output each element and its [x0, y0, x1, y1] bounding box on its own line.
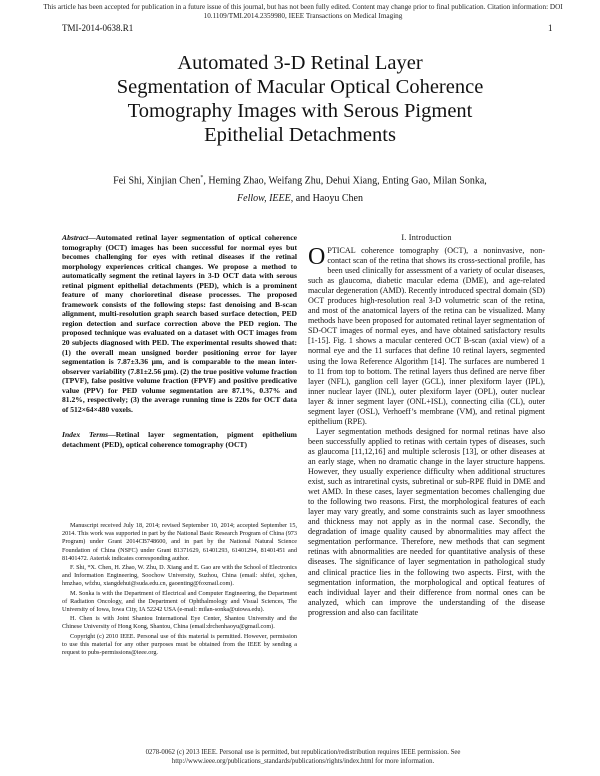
title-line-3: Tomography Images with Serous Pigment — [127, 100, 473, 122]
drop-cap: O — [308, 244, 326, 270]
publication-notice-line1: This article has been accepted for publication in a future issue of this journal, but has not been fully edited. Content may change prior to final publication. Citation information: DOI — [43, 3, 563, 11]
footnote-affiliation-iowa: M. Sonka is with the Department of Electrical and Computer Engineering, the Department of Radiation Oncology, and the Department of Ophthalmology and Visual Sciences, The University of Iowa, Iowa City, IA 52242 USA (e-mail: milan-sonka@uiowa.edu). — [62, 589, 297, 614]
title-line-2: Segmentation of Macular Optical Coherence — [116, 76, 484, 98]
footnote-copyright: Copyright (c) 2010 IEEE. Personal use of this material is permitted. However, permission to use this material for any other purposes must be obtained from the IEEE by sending a request to pubs-permissions@ieee.org. — [62, 632, 297, 657]
footnote-manuscript: Manuscript received July 18, 2014; revised September 10, 2014; accepted September 15, 2014. This work was supported in part by the National Basic Research Program of China (973 Program) under Grant 2014CB748600, and in part by the National Natural Science Foundation of China (NSFC) under Grant 81371629, 61401293, 61401294, 81401451 and 81401472. Asterisk indicates corresponding author. — [62, 522, 297, 562]
footnote-affiliation-shantou: H. Chen is with Joint Shantou International Eye Center, Shantou University and the Chinese University of Hong Kong, Shantou, China (email:drchenhaoyu@gmail.com). — [62, 615, 297, 631]
intro-paragraph-1-text: PTICAL coherence tomography (OCT), a noninvasive, non-contact scan of the retina that shows its cross-sectional profile, has been used clinically for assessment of a variety of ocular diseases, such as glaucoma, diabetic macular edema (DME), and age-related macular degeneration (AMD). Recently introduced spectral domain (SD) OCT produces high-resolution real 3-D volumetric scan of the retina, and most of the anatomical layers of the retina can be visualized. Many methods have been proposed for automated retinal layer segmentation of SD-OCT images of normal eyes, and have obtained satisfactory results [1-15]. Fig. 1 shows a macular centered OCT B-scan (axial view) of a normal eye and the 11 surfaces that define 10 retinal layers, segmented using the Iowa Reference Algorithm [14]. The surfaces are numbered 1 to 11 from top to bottom. The retinal layers thus defined are nerve fiber layer (NFL), ganglion cell layer (GCL), inner plexiform layer (IPL), inner nuclear layer (INL), outer plexiform layer (OPL), outer nuclear layer & inner segment layer (ONL+ISL), connecting cilia (CL), outer segment layer (OSL), Verhoeff’s membrane (VM), and retinal pigment epithelium (RPE). — [308, 246, 545, 426]
footnote-affiliation-soochow: F. Shi, *X. Chen, H. Zhao, W. Zhu, D. Xiang and E. Gao are with the School of Electronics and Information Engineering, Soochow University, Suzhou, China (email: shifei, xjchen, hmzhao, wfzhu, xiangdehui@suda.edu.cn, gaoenting@foxmail.com). — [62, 564, 297, 588]
page-footer — [20, 749, 586, 766]
right-column — [308, 233, 545, 618]
publication-notice-line2: 10.1109/TMI.2014.2359980, IEEE Transactions on Medical Imaging — [203, 12, 403, 20]
abstract-lead: Abstract — [62, 233, 89, 242]
paper-title — [40, 51, 560, 147]
index-terms-lead: Index Terms — [62, 430, 109, 440]
intro-paragraph-2: Layer segmentation methods designed for normal retinas have also been successfully applied to retinas with certain types of diseases, such as glaucoma [11,12,16] and multiple sclerosis [13], or other diseases at an early stage, when no dramatic change in the layer structure happens. However, they usually experience difficulty when additional structures exist, such as intraretinal cysts, subretinal or sub-RPE fluid in DME and wet AMD. In these cases, layer segmentation becomes challenging due to the following two reasons. First, the morphological features of each layer may vary greatly, and some constraints such as layer smoothness and thickness may not apply as in the normal case. Secondly, the degradation of image quality caused by abnormalities may affect the segmentation performance. Therefore, new methods that can segment retinas with abnormalities are needed for quantitative analysis of these diseases. The significance of layer segmentation in pathological study and clinical practice lies in the following two aspects. First, with the segmentation information, the morphological and optical features of each individual layer and their difference from normal ones can be analyzed, which can improve the understanding of the disease progression and also can facilitate — [308, 426, 545, 617]
index-terms-text: —Retinal layer segmentation, pigment epithelium detachment (PED), optical coherence tomography (OCT) — [62, 430, 297, 449]
footer-line1: 0278-0062 (c) 2013 IEEE. Personal use is permitted, but republication/redistribution requires IEEE permission. See — [145, 749, 461, 756]
authors-line1-post: , Heming Zhao, Weifang Zhu, Dehui Xiang, Enting Gao, Milan Sonka, — [203, 175, 487, 187]
title-line-1: Automated 3-D Retinal Layer — [177, 52, 423, 74]
author-list — [40, 172, 560, 187]
title-line-4: Epithelial Detachments — [204, 124, 396, 146]
manuscript-id: TMI-2014-0638.R1 — [62, 23, 134, 33]
left-column — [62, 233, 297, 449]
footer-line2: http://www.ieee.org/publications_standards/publications/rights/index.html for more information. — [171, 757, 435, 765]
corresponding-mark: * — [200, 175, 204, 181]
fellow-title: Fellow, IEEE — [237, 193, 291, 204]
authors-line2-post: , and Haoyu Chen — [290, 193, 363, 204]
page-number: 1 — [548, 23, 553, 33]
publication-notice — [20, 3, 586, 21]
abstract-text: —Automated retinal layer segmentation of optical coherence tomography (OCT) images has been successful for normal eyes but becomes challenging for eyes with retinal diseases if the retinal morphology experiences critical changes. We propose a method to automatically segment the retinal layers in 3-D OCT data with serous retinal pigment epithelial detachments (PED), which is a prominent feature of many chorioretinal disease processes. The proposed framework consists of the following steps: fast denoising and B-scan alignment, multi-resolution graph search based surface detection, PED region detection and surface correction above the PED region. The proposed technique was evaluated on a dataset with OCT images from 20 subjects diagnosed with PED. The experimental results showed that: (1) the overall mean unsigned border positioning error for layer segmentation is 7.87±3.36 μm, and is comparable to the mean inter-observer variability (7.81±2.56 μm). (2) the true positive volume fraction (TPVF), false positive volume fraction (FPVF) and positive predicative value (PPV) for PED volume segmentation are 87.1%, 0.37% and 81.2%, respectively; (3) the average running time is 220s for OCT data of 512×64×480 voxels. — [62, 233, 297, 414]
section-heading: I. Introduction — [401, 233, 452, 242]
abstract — [62, 233, 297, 414]
footnotes — [62, 522, 297, 658]
index-terms — [62, 430, 297, 449]
author-list-line2 — [40, 192, 560, 205]
authors-line1-pre: Fei Shi, Xinjian Chen — [113, 175, 201, 187]
intro-paragraph-1 — [308, 246, 545, 427]
